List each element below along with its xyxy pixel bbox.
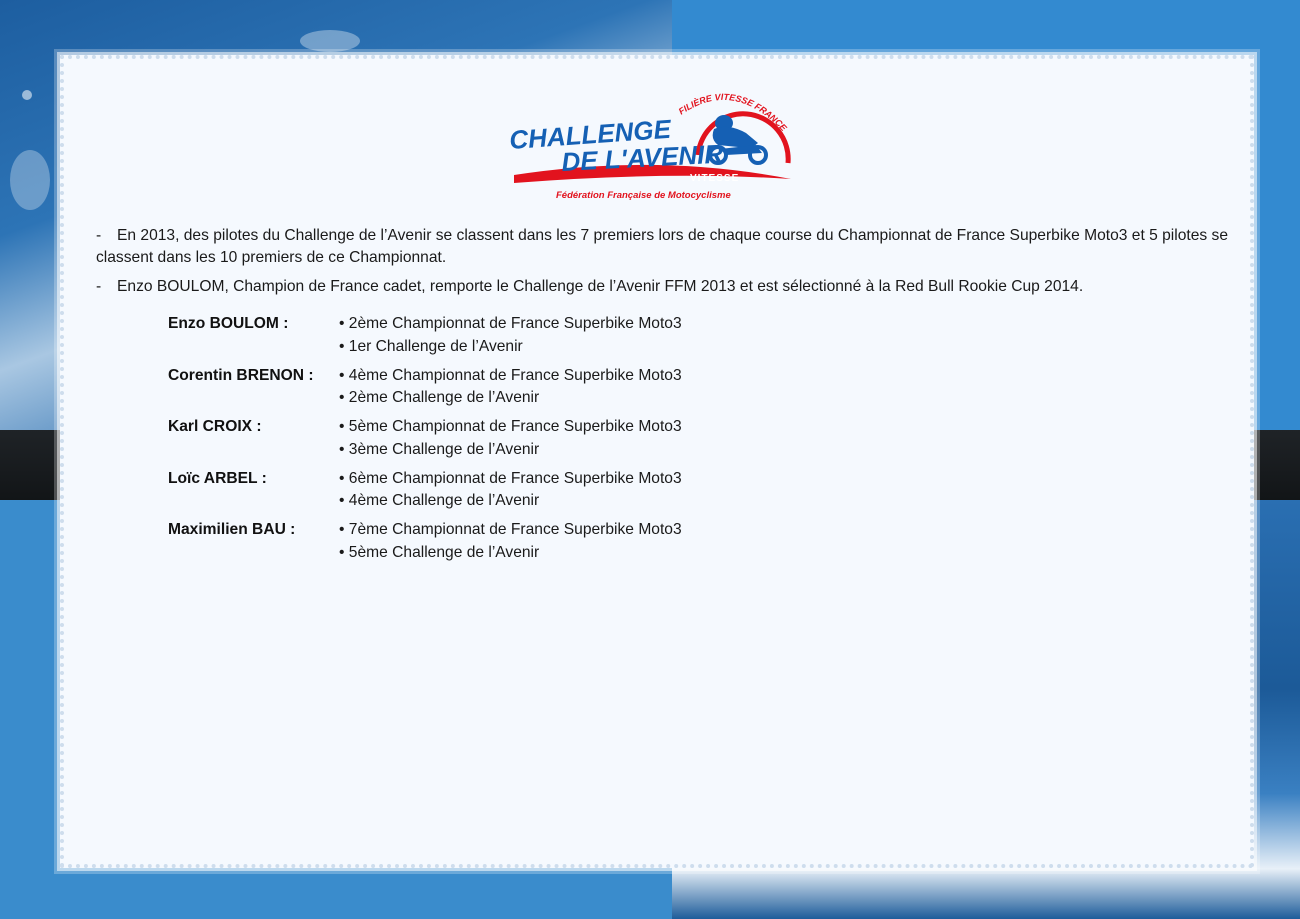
background-speck — [22, 90, 32, 100]
intro-paragraph-text: Enzo BOULOM, Champion de France cadet, remporte le Challenge de l’Avenir FFM 2013 et est sélectionné à la Red Bull Rookie Cup 2014. — [117, 278, 1084, 295]
result-items — [339, 365, 682, 410]
bullet-dash: - — [96, 278, 102, 295]
result-row — [168, 313, 682, 358]
results-list — [168, 313, 682, 571]
logo-vitesse: VITESSE — [690, 173, 740, 184]
challenge-avenir-logo — [506, 83, 806, 205]
result-row — [168, 416, 682, 461]
intro-paragraph — [96, 225, 1232, 269]
logo-federation: Fédération Française de Motocyclisme — [556, 190, 731, 201]
result-item: • 2ème Championnat de France Superbike Moto3 — [339, 313, 682, 336]
result-item: • 4ème Championnat de France Superbike Moto3 — [339, 365, 682, 388]
logo-arc-text: FILIÈRE VITESSE FRANCE — [676, 91, 789, 133]
result-item: • 5ème Challenge de l’Avenir — [339, 542, 682, 565]
rider-name: Maximilien BAU : — [168, 521, 296, 538]
result-item: • 5ème Championnat de France Superbike Moto3 — [339, 416, 682, 439]
result-item: • 1er Challenge de l’Avenir — [339, 336, 682, 359]
logo-title-line1: CHALLENGE — [508, 113, 672, 155]
bullet-dash: - — [96, 227, 102, 244]
result-item: • 2ème Challenge de l’Avenir — [339, 387, 682, 410]
intro-text — [96, 225, 1232, 305]
result-items — [339, 519, 682, 564]
result-row — [168, 365, 682, 410]
result-row — [168, 468, 682, 513]
background-speck — [10, 150, 50, 210]
content-card — [60, 55, 1254, 868]
result-items — [339, 416, 682, 461]
result-item: • 6ème Championnat de France Superbike Moto3 — [339, 468, 682, 491]
result-item: • 4ème Challenge de l’Avenir — [339, 490, 682, 513]
result-row — [168, 519, 682, 564]
result-items — [339, 468, 682, 513]
result-item: • 7ème Championnat de France Superbike Moto3 — [339, 519, 682, 542]
rider-name: Enzo BOULOM : — [168, 315, 289, 332]
rider-name: Corentin BRENON : — [168, 366, 314, 384]
rider-name: Karl CROIX : — [168, 418, 262, 435]
result-items — [339, 313, 682, 358]
intro-paragraph — [96, 276, 1232, 298]
logo-title-line2: DE L'AVENIR — [560, 138, 724, 177]
rider-name: Loïc ARBEL : — [168, 469, 267, 487]
background-speck — [300, 30, 360, 52]
result-item: • 3ème Challenge de l’Avenir — [339, 439, 682, 462]
intro-paragraph-text: En 2013, des pilotes du Challenge de l’Avenir se classent dans les 7 premiers lors de chaque course du Championnat de France Superbike Moto3 et 5 pilotes se classent dans les 10 premiers de ce Championnat. — [96, 227, 1228, 266]
